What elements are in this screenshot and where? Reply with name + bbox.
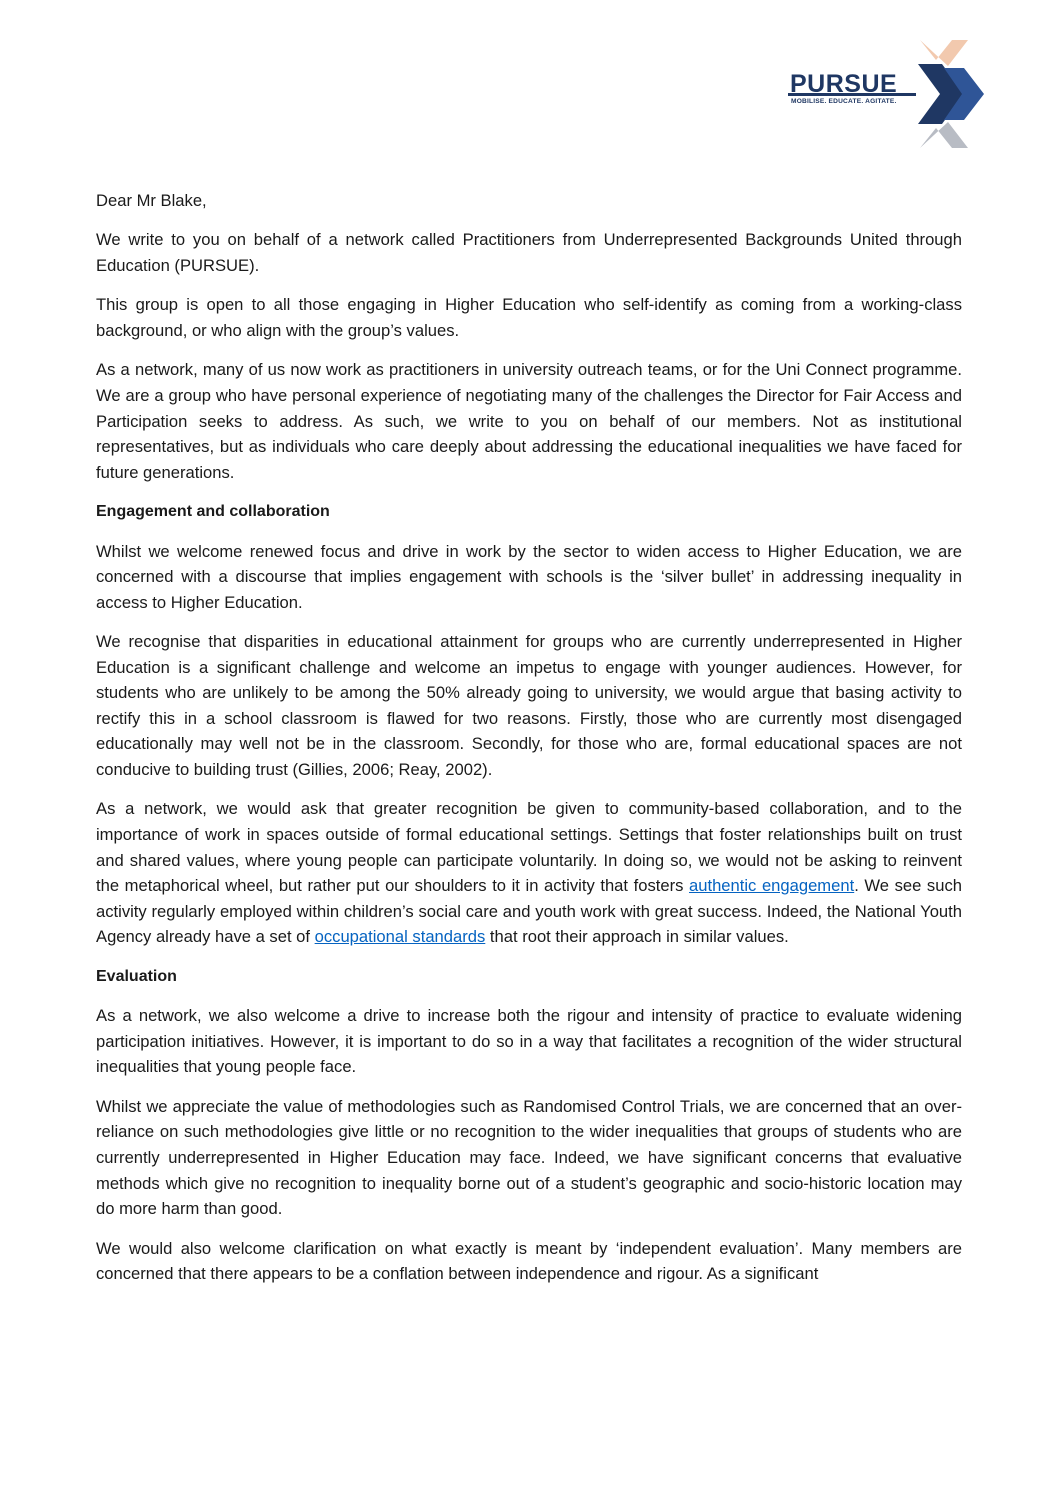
paragraph-community-text-3: that root their approach in similar values. <box>485 927 789 947</box>
logo-tagline: MOBILISE. EDUCATE. AGITATE. <box>791 98 897 105</box>
salutation: Dear Mr Blake, <box>96 191 207 210</box>
paragraph-welcome-focus: Whilst we welcome renewed focus and drive in work by the sector to widen access to Higher Education, we are concerned with a discourse that implies engagement with schools is the ‘silver bullet’ in addressing inequality in access to Higher Education. <box>96 541 962 612</box>
pursue-logo <box>788 38 1000 154</box>
logo-wordmark: PURSUE <box>790 70 898 98</box>
paragraph-rigour: As a network, we also welcome a drive to increase both the rigour and intensity of practice to evaluate widening participation initiatives. However, it is important to do so in a way that facilitates a recognition of the wider structural inequalities that young people face. <box>96 1006 962 1077</box>
paragraph-rct: Whilst we appreciate the value of methodologies such as Randomised Control Trials, we are concerned that an over-reliance on such methodologies give little or no recognition to the wider inequalities that groups of students who are currently underrepresented in Higher Education may face. Indeed, we have significant concerns that evaluative methods which give no recognition to inequality borne out of a student’s geographic and socio-historic location may do more harm than good. <box>96 1096 962 1219</box>
authentic-engagement-link[interactable]: authentic engagement <box>689 876 855 896</box>
paragraph-community-text-1: As a network, we would ask that greater recognition be given to community-based collaboration, and to the importance of work in spaces outside of formal educational settings. Settings that foster relationships built on trust and shared values, where young people can participate voluntarily. In doing so, we would not be asking to reinvent the metaphorical wheel, but rather put our shoulders to it in activity that fosters <box>96 799 962 896</box>
heading-evaluation: Evaluation <box>96 967 177 985</box>
paragraph-independent-evaluation: We would also welcome clarification on what exactly is meant by ‘independent evaluation’. Many members are concerned that there appears to be a conflation between independence and rigour. As a significant <box>96 1238 962 1284</box>
paragraph-intro: We write to you on behalf of a network called Practitioners from Underrepresented Backgrounds United through Education (PURSUE). <box>96 230 962 275</box>
paragraph-disparities: We recognise that disparities in educational attainment for groups who are currently underrepresented in Higher Education is a significant challenge and welcome an impetus to engage with younger audiences. However, for students who are unlikely to be among the 50% already going to university, we would argue that basing activity to rectify this in a school classroom is flawed for two reasons. Firstly, those who are currently most disengaged educationally may well not be in the classroom. Secondly, for those who are, formal educational spaces are not conducive to building trust (Gillies, 2006; Reay, 2002). <box>96 632 962 780</box>
paragraph-group: This group is open to all those engaging in Higher Education who self-identify as coming from a working-class background, or who align with the group’s values. <box>96 295 962 340</box>
paragraph-community <box>96 796 962 950</box>
letter-body <box>96 188 962 1301</box>
paragraph-community-text-2: . We see such activity regularly employed within children’s social care and youth work with great success. Indeed, the National Youth Agency already have a set of <box>96 876 962 947</box>
occupational-standards-link[interactable]: occupational standards <box>314 927 486 947</box>
paragraph-network: As a network, many of us now work as practitioners in university outreach teams, or for the Uni Connect programme. We are a group who have personal experience of negotiating many of the challenges the Director for Fair Access and Participation seeks to address. As such, we write to you on behalf of our members. Not as institutional representatives, but as individuals who care deeply about addressing the educational inequalities we have faced for future generations. <box>96 360 962 482</box>
heading-engagement: Engagement and collaboration <box>96 503 330 521</box>
